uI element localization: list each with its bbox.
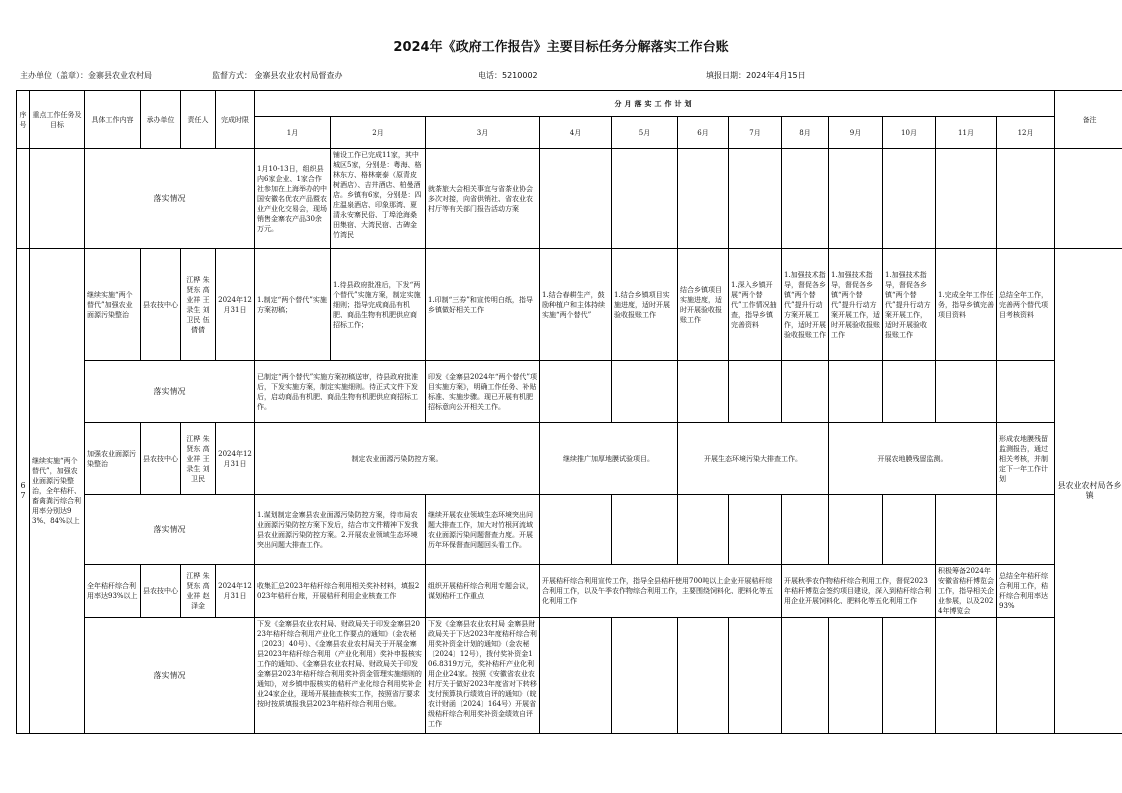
month-header: 10月 [883, 117, 936, 149]
progress-cell: 铺设工作已完成11家，其中城区5家，分别是：粤海、格林东方、格林豪泰（原青皮树酒店）、吉井酒店、柏曼酒店。乡镇有6家，分别是：四庄温泉酒店、印象那湾、夏清永安寨民俗、丁埠沧海桑田集宿、大湾民宿、古碑金竹湾民 [331, 149, 426, 249]
progress-cell: 印发《金寨县2024年“两个替代”项目实施方案》，明确工作任务、补贴标准、实施步骤。现已开展有机肥招标意向公开相关工作。 [426, 361, 540, 423]
header-row [17, 91, 1122, 117]
plan-cell: 1.完成全年工作任务，指导乡镇完善项目资料 [936, 249, 997, 361]
header-unit: 承办单位 [141, 91, 181, 149]
responsible-unit: 县农技中心 [141, 423, 181, 495]
plan-cell: 1.印制“三券”和宣传明白纸，指导乡镇做好相关工作 [426, 249, 540, 361]
specific-content: 全年秸秆综合利用率达93%以上 [85, 565, 141, 618]
month-header: 5月 [612, 117, 678, 149]
supervision-method: 监督方式： 金寨县农业农村局督查办 [212, 71, 343, 80]
table-row [17, 618, 1122, 734]
progress-cell: 就茶旅大会相关事宜与省茶业协会多次对接，向省供销社、省农业农村厅等有关部门报告活动方案 [426, 149, 540, 249]
plan-cell: 总结全年工作，完善两个替代项目考核资料 [997, 249, 1055, 361]
table-row [17, 249, 1122, 361]
month-header: 6月 [678, 117, 729, 149]
deadline: 2024年12月31日 [216, 249, 255, 361]
header-specific: 具体工作内容 [85, 91, 141, 149]
month-header: 8月 [782, 117, 829, 149]
plan-cell: 收集汇总2023年秸秆综合利用相关奖补材料，填报2023年秸秆台账，开展秸秆利用企业核查工作 [255, 565, 426, 618]
seq-number: 67 [17, 249, 30, 734]
progress-cell: 已制定“两个替代”实施方案初稿送审，待县政府批准后，下发实施方案，制定实施细则。待正式文件下发后，启动商品有机肥、商品生物有机肥供应商招标工作。 [255, 361, 426, 423]
header-deadline: 完成时限 [216, 91, 255, 149]
remark: 县农业农村局各乡镇 [1055, 249, 1122, 734]
responsible-person: 江桦 朱贤东 高业祥 王录生 刘卫民 伍倩倩 [181, 249, 216, 361]
plan-cell: 开展秋季农作物秸秆综合利用工作，督促2023年秸秆博览会签约项目建设，深入到秸秆综合利用企业开展饲料化、肥料化等五化利用工作 [782, 565, 936, 618]
table-row [17, 565, 1122, 618]
plan-cell: 总结全年秸秆综合利用工作，秸秆综合利用率达93% [997, 565, 1055, 618]
progress-label: 落实情况 [85, 361, 255, 423]
responsible-person: 江桦 朱贤东 高业祥 赵泽金 [181, 565, 216, 618]
table-row [17, 495, 1122, 565]
specific-content: 加强农业面源污染整治 [85, 423, 141, 495]
plan-cell: 形成农地膜残留监测报告，通过相关考核，并制定下一年工作计划 [997, 423, 1055, 495]
progress-cell: 1月10-13日，组织县内6家企业、1家合作社参加在上海举办的中国安徽名优农产品暨农业产业化交易会，现场销售金寨农产品30余万元。 [255, 149, 331, 249]
plan-cell: 结合乡镇项目实施进度，适时开展验收报账工作 [678, 249, 729, 361]
contact-phone: 电话：5210002 [478, 71, 538, 80]
table-row [17, 149, 1122, 249]
month-header: 7月 [729, 117, 782, 149]
plan-cell: 1.待县政府批准后，下发“两个替代”实施方案，制定实施细则；指导完成商品有机肥、商品生物有机肥供应商招标工作； [331, 249, 426, 361]
header-seq: 序号 [17, 91, 30, 149]
month-header: 11月 [936, 117, 997, 149]
plan-cell: 1.制定“两个替代”实施方案初稿； [255, 249, 331, 361]
table-row [17, 361, 1122, 423]
progress-cell: 下发《金寨县农业农村局、财政局关于印发金寨县2023年秸秆综合利用产业化工作要点的通知》（金农秘〔2023〕40号）、《金寨县农业农村局关于开展金寨县2023年秸秆综合利用（产业化利用）奖补申报核实工作的通知》、《金寨县农业农村局、财政局关于印发金寨县2023年秸秆综合利用奖补资金管理实施细则的通知》，对乡镇申报核实的秸秆产业化综合利用奖补企业24家企业，现场开展抽查核实工作，按照省厅要求按时按质填报我县2023年秸秆综合利用台账。 [255, 618, 426, 734]
responsible-unit: 县农技中心 [141, 249, 181, 361]
header-key-task: 重点工作任务及目标 [30, 91, 85, 149]
plan-cell: 积极筹备2024年安徽省秸秆博览会工作，指导相关企业参展，以及2024年博览会 [936, 565, 997, 618]
header-monthly-plan: 分月落实工作计划 [255, 91, 1055, 117]
month-header: 3月 [426, 117, 540, 149]
header-person: 责任人 [181, 91, 216, 149]
month-header: 1月 [255, 117, 331, 149]
plan-cell: 1.加强技术指导，督促各乡镇“两个替代”提升行动方案开展工作，适时开展验收报账工作 [883, 249, 936, 361]
progress-label: 落实情况 [85, 495, 255, 565]
responsible-person: 江桦 朱贤东 高业祥 王录生 刘卫民 [181, 423, 216, 495]
host-unit: 主办单位（盖章）：金寨县农业农村局 [20, 71, 152, 80]
responsible-unit: 县农技中心 [141, 565, 181, 618]
plan-cell: 1.深入乡镇开展“两个替代”工作情况抽查，指导乡镇完善资料 [729, 249, 782, 361]
month-header: 4月 [540, 117, 612, 149]
progress-label: 落实情况 [85, 618, 255, 734]
plan-cell: 开展秸秆综合利用宣传工作，指导全县秸秆使用700吨以上企业开展秸秆综合利用工作，以及午季农作物综合利用工作，主要围绕饲料化、肥料化等五化利用工作 [540, 565, 782, 618]
progress-cell: 继续开展农业领域生态环境突出问题大排查工作，加大对竹根河流域农业面源污染问题督查力度。开展历年环保督查问题回头看工作。 [426, 495, 540, 565]
key-task: 继续实施“两个替代”，加强农业面源污染整治，全年秸秆、畜禽粪污综合利用率分别达93%、84%以上 [30, 249, 85, 734]
month-header: 9月 [829, 117, 883, 149]
specific-content: 继续实施“两个替代”加强农业面源污染整治 [85, 249, 141, 361]
plan-cell: 继续推广加厚地膜试验项目。 [540, 423, 678, 495]
plan-cell: 开展农地膜残留监测。 [829, 423, 997, 495]
plan-cell: 1.加强技术指导，督促各乡镇“两个替代”提升行动方案开展工作，适时开展验收报账工作 [829, 249, 883, 361]
plan-cell: 开展生态环境污染大排查工作。 [678, 423, 829, 495]
plan-cell: 制定农业面源污染防控方案。 [255, 423, 540, 495]
fill-date: 填报日期：2024年4月15日 [706, 71, 806, 80]
plan-cell: 1.加强技术指导，督促各乡镇“两个替代”提升行动方案开展工作，适时开展验收报账工作 [782, 249, 829, 361]
progress-label: 落实情况 [85, 149, 255, 249]
task-ledger-table [16, 90, 1122, 734]
month-header: 2月 [331, 117, 426, 149]
header-remark: 备注 [1055, 91, 1122, 149]
deadline: 2024年12月31日 [216, 423, 255, 495]
progress-cell: 下发《金寨县农业农村局 金寨县财政局关于下达2023年度秸秆综合利用奖补资金计划的通知》（金农秘〔2024〕12号），拨付奖补资金106.8319万元，奖补秸秆产业化利用企业24家。按照《安徽省农业农村厅关于做好2023年度省对下转移支付预算执行绩效自评的通知》（皖农计财函〔2024〕164号）开展省级秸秆综合利用奖补资金绩效自评工作 [426, 618, 540, 734]
plan-cell: 组织开展秸秆综合利用专题会议，谋划秸秆工作重点 [426, 565, 540, 618]
deadline: 2024年12月31日 [216, 565, 255, 618]
table-row [17, 423, 1122, 495]
plan-cell: 1.结合乡镇项目实施进度，适时开展验收报账工作 [612, 249, 678, 361]
document-title: 2024年《政府工作报告》主要目标任务分解落实工作台账 [393, 40, 729, 55]
progress-cell: 1.谋划制定金寨县农业面源污染防控方案，待市局农业面源污染防控方案下发后，结合市文件精神下发我县农业面源污染防控方案。2.开展农业领域生态环境突出问题大排查工作。 [255, 495, 426, 565]
plan-cell: 1.结合春耕生产，鼓励种植户和主体持续实施“两个替代” [540, 249, 612, 361]
month-header: 12月 [997, 117, 1055, 149]
